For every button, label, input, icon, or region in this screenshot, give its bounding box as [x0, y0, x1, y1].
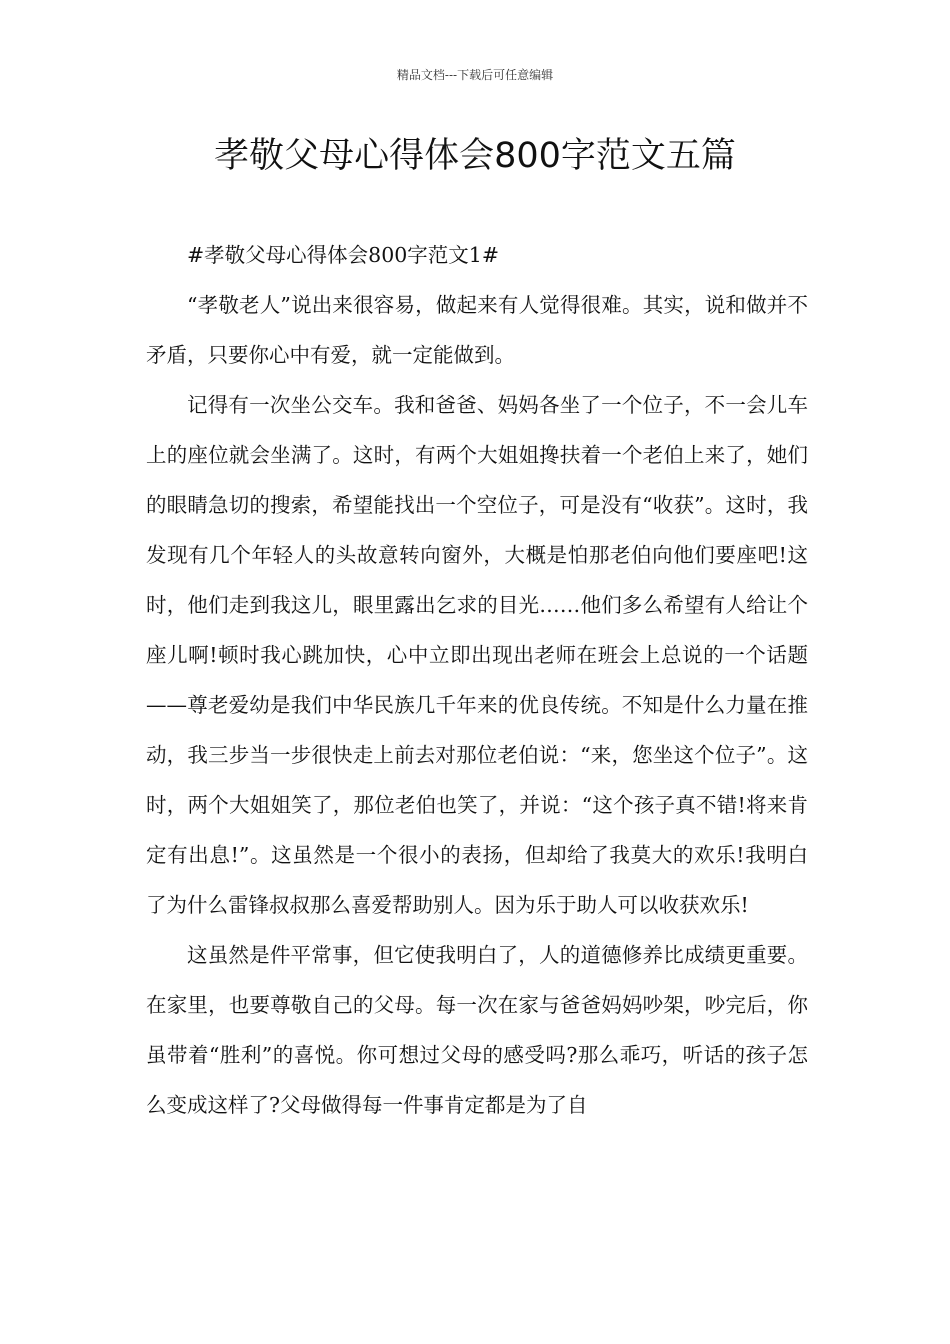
header-note: 精品文档---下载后可任意编辑 [396, 68, 554, 82]
section-heading: #孝敬父母心得体会800字范文1# [187, 243, 500, 267]
document-title: 孝敬父母心得体会800字范文五篇 [214, 136, 736, 176]
paragraph: 这虽然是件平常事，但它使我明白了，人的道德修养比成绩更重要。在家里，也要尊敬自己的父母。每一次在家与爸爸妈妈吵架，吵完后，你虽带着“胜利”的喜悦。你可想过父母的感受吗?那么乖巧，听话的孩子怎么变成这样了?父母做得每一件事肯定都是为了自 [146, 943, 808, 1117]
document-body [146, 230, 808, 1130]
paragraph: “孝敬老人”说出来很容易，做起来有人觉得很难。其实，说和做并不矛盾，只要你心中有爱，就一定能做到。 [146, 293, 808, 367]
paragraph: 记得有一次坐公交车。我和爸爸、妈妈各坐了一个位子，不一会儿车上的座位就会坐满了。这时，有两个大姐姐搀扶着一个老伯上来了，她们的眼睛急切的搜索，希望能找出一个空位子，可是没有“收获”。这时，我发现有几个年轻人的头故意转向窗外，大概是怕那老伯向他们要座吧!这时，他们走到我这儿，眼里露出乞求的目光……他们多么希望有人给让个座儿啊!顿时我心跳加快，心中立即出现出老师在班会上总说的一个话题——尊老爱幼是我们中华民族几千年来的优良传统。不知是什么力量在推动，我三步当一步很快走上前去对那位老伯说：“来，您坐这个位子”。这时，两个大姐姐笑了，那位老伯也笑了，并说：“这个孩子真不错!将来肯定有出息!”。这虽然是一个很小的表扬，但却给了我莫大的欢乐!我明白了为什么雷锋叔叔那么喜爱帮助别人。因为乐于助人可以收获欢乐! [146, 393, 808, 917]
